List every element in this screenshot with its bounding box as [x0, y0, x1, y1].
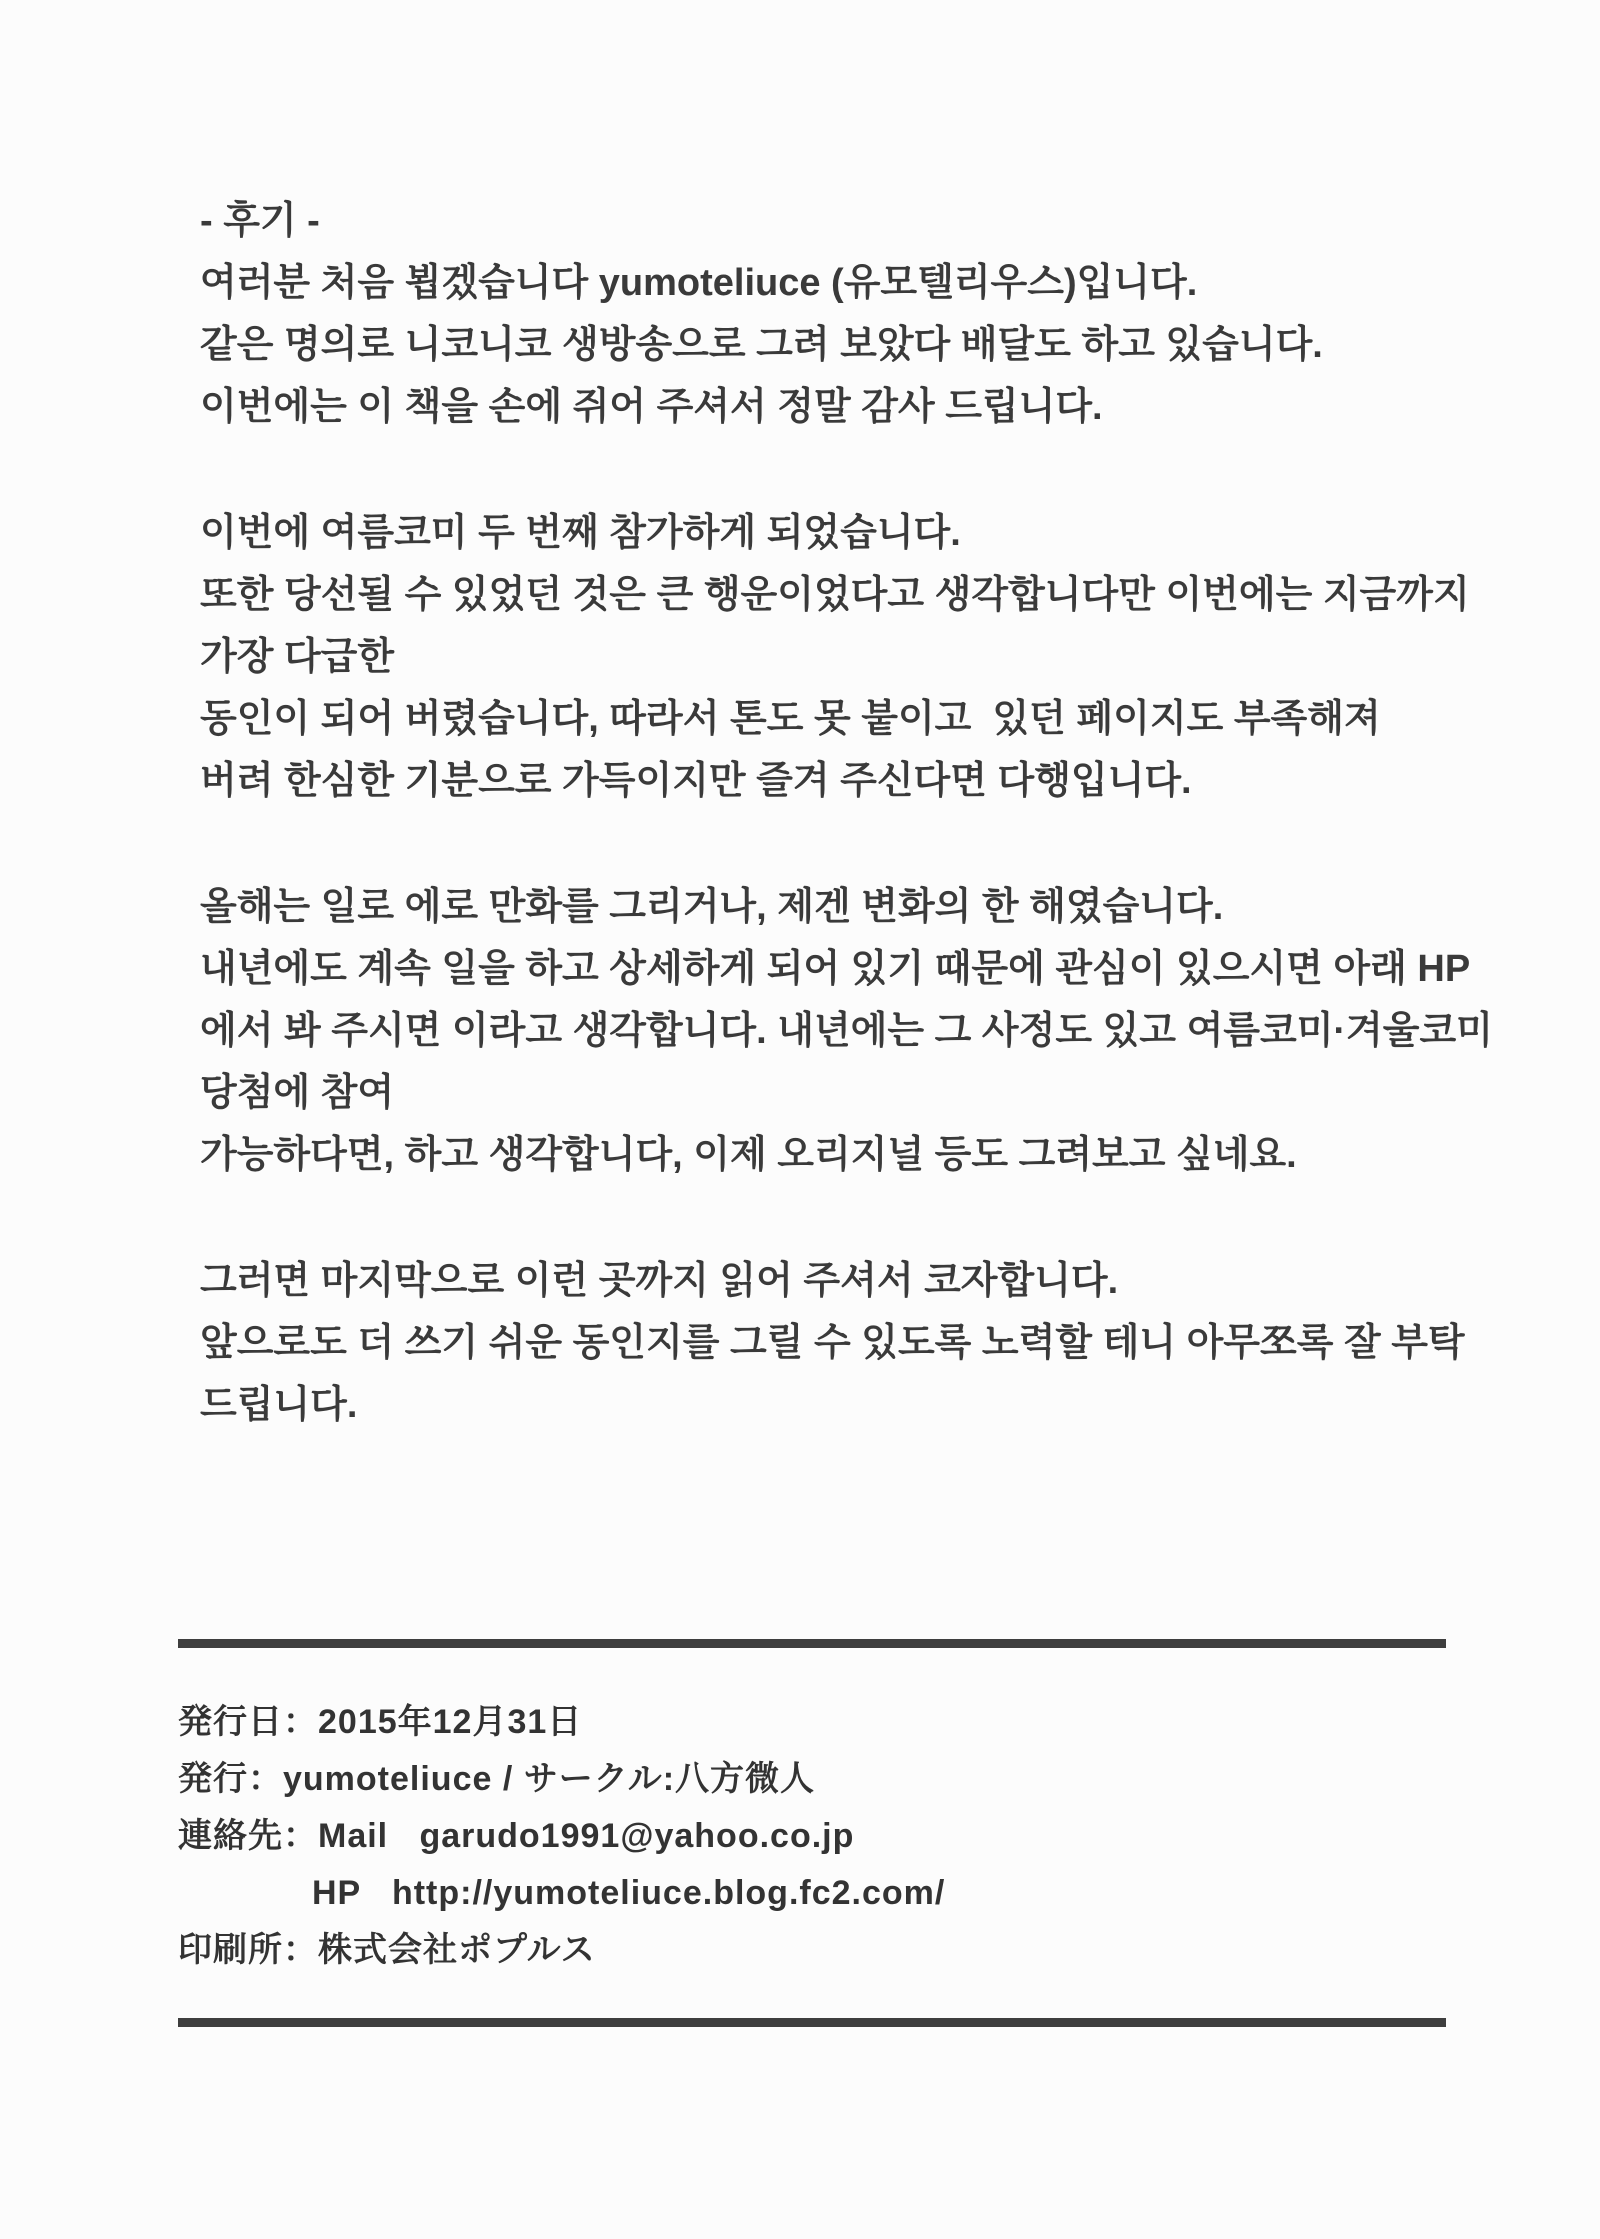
- afterword-section: [200, 190, 1504, 1436]
- afterword-paragraph: [200, 502, 1500, 812]
- afterword-line: 앞으로도 더 쓰기 쉬운 동인지를 그릴 수 있도록 노력할 테니 아무쪼록 잘 부탁드립니다.: [200, 1322, 1465, 1426]
- afterword-paragraph: [200, 876, 1504, 1186]
- divider-bottom: [178, 2018, 1446, 2027]
- printer-line: 印刷所：株式会社ポプルス: [178, 1931, 596, 1969]
- divider-top: [178, 1639, 1446, 1648]
- afterword-line: 내년에도 계속 일을 하고 상세하게 되어 있기 때문에 관심이 있으시면 아래 HP: [200, 948, 1471, 990]
- colophon-section: [178, 1639, 1446, 1979]
- afterword-line: 여러분 처음 뵙겠습니다 yumoteliuce (유모텔리우스)입니다.: [200, 262, 1198, 304]
- afterword-line: 동인이 되어 버렸습니다, 따라서 톤도 못 붙이고 있던 페이지도 부족해져: [200, 698, 1381, 740]
- publish-date-line: 発行日：2015年12月31日: [178, 1703, 583, 1741]
- afterword-line: 그러면 마지막으로 이런 곳까지 읽어 주셔서 코자합니다.: [200, 1260, 1119, 1302]
- colophon-lines: [178, 1694, 1446, 1979]
- afterword-line: 에서 봐 주시면 이라고 생각합니다. 내년에는 그 사정도 있고 여름코미·겨울코미 당첨에 참여: [200, 1010, 1504, 1114]
- afterword-line: 또한 당선될 수 있었던 것은 큰 행운이었다고 생각합니다만 이번에는 지금까지 가장 다급한: [200, 574, 1481, 678]
- afterword-line: 가능하다면, 하고 생각합니다, 이제 오리지널 등도 그려보고 싶네요.: [200, 1134, 1297, 1176]
- afterword-line: 올해는 일로 에로 만화를 그리거나, 제겐 변화의 한 해였습니다.: [200, 886, 1224, 928]
- publisher-circle-line: 発行：yumoteliuce / サークル:八方微人: [178, 1760, 816, 1798]
- afterword-paragraph: [200, 252, 1500, 438]
- afterword-line: 이번에 여름코미 두 번째 참가하게 되었습니다.: [200, 512, 961, 554]
- contact-mail-line: 連絡先：Mail garudo1991@yahoo.co.jp: [178, 1817, 855, 1855]
- afterword-paragraph: [200, 1250, 1500, 1436]
- afterword-line: 버려 한심한 기분으로 가득이지만 즐겨 주신다면 다행입니다.: [200, 760, 1192, 802]
- afterword-line: 이번에는 이 책을 손에 쥐어 주셔서 정말 감사 드립니다.: [200, 386, 1103, 428]
- contact-hp-line: HP http://yumoteliuce.blog.fc2.com/: [312, 1874, 946, 1912]
- afterword-line: 같은 명의로 니코니코 생방송으로 그려 보았다 배달도 하고 있습니다.: [200, 324, 1323, 366]
- afterword-title: - 후기 -: [200, 200, 320, 242]
